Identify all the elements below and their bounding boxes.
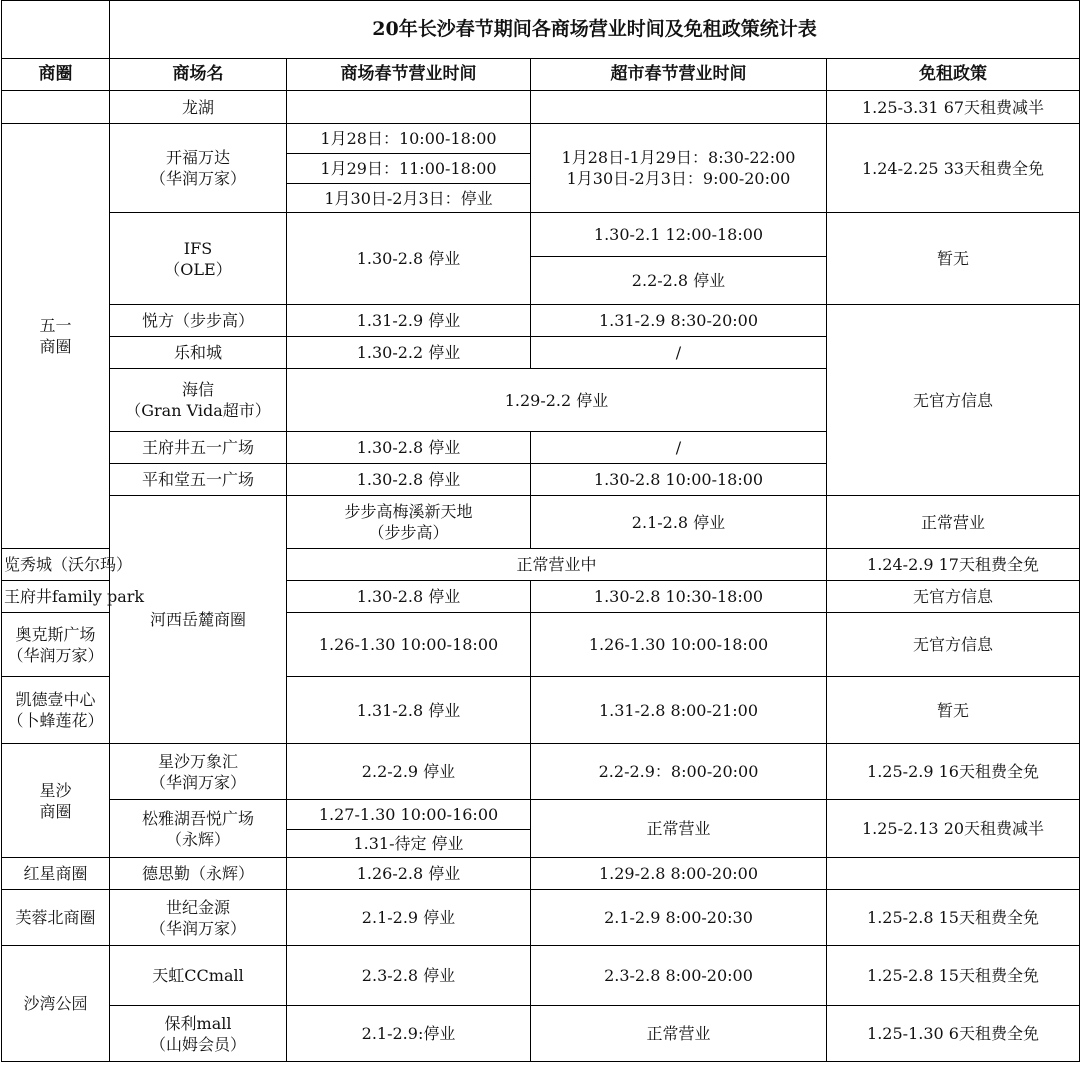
mall-name: 步步高梅溪新天地 (344, 502, 473, 521)
mall-hours-cell: 1.27-1.30 10:00-16:00 (287, 800, 531, 830)
mall-cell (110, 744, 287, 800)
mall-hours-cell: 1.31-待定 停业 (287, 830, 531, 858)
mall-cell: 平和堂五一广场 (110, 464, 287, 496)
market-hours-cell (531, 124, 827, 213)
district-cell-wuyi (2, 124, 110, 549)
mall-cell (110, 800, 287, 858)
header-mall-hours: 商场春节营业时间 (287, 59, 531, 91)
market-hours-cell: 2.3-2.8 8:00-20:00 (531, 946, 827, 1006)
mall-sub: （华润万家） (149, 918, 246, 938)
mall-name: 星沙万象汇 (157, 751, 238, 771)
corner-cell (2, 1, 110, 59)
header-district: 商圈 (2, 59, 110, 91)
mall-sub: （OLE） (164, 259, 232, 279)
mall-cell: 王府井五一广场 (110, 432, 287, 464)
rent-cell: 无官方信息 (827, 613, 1080, 677)
mall-hours-cell: 1.30-2.8 停业 (287, 581, 531, 613)
mall-name: 世纪金源 (165, 897, 230, 917)
market-hours-cell: 1.30-2.8 10:30-18:00 (531, 581, 827, 613)
header-rent: 免租政策 (827, 59, 1080, 91)
mall-hours-cell: 2.1-2.9:停业 (287, 1006, 531, 1062)
mall-hours-cell: 1月28日：10:00-18:00 (287, 124, 531, 154)
mall-hours-cell: 1月29日：11:00-18:00 (287, 154, 531, 184)
mall-hours-cell: 1.26-2.8 停业 (287, 858, 531, 890)
mall-sub: （华润万家） (149, 772, 246, 792)
rent-cell: 无官方信息 (827, 305, 1080, 496)
mall-sub: （华润万家） (7, 645, 104, 665)
mall-cell (110, 1006, 287, 1062)
mall-cell (110, 369, 287, 432)
mall-hours-cell (287, 91, 531, 124)
mall-name: 松雅湖吾悦广场 (141, 808, 254, 828)
rent-cell: 1.25-2.8 15天租费全免 (827, 890, 1080, 946)
market-hours-cell: 2.2-2.8 停业 (531, 257, 827, 305)
rent-cell (827, 858, 1080, 890)
district-cell-xingsha (2, 744, 110, 858)
rent-cell: 1.25-1.30 6天租费全免 (827, 1006, 1080, 1062)
rent-cell: 1.25-2.9 16天租费全免 (827, 744, 1080, 800)
market-hours-cell: 正常营业 (827, 496, 1080, 549)
mall-cell (287, 496, 531, 549)
mall-cell (2, 677, 110, 744)
market-hours-line: 1月30日-2月3日：9:00-20:00 (566, 169, 791, 188)
mall-hours-cell: 1.30-2.8 停业 (287, 432, 531, 464)
market-hours-cell: / (531, 337, 827, 369)
market-hours-line: 1月28日-1月29日：8:30-22:00 (561, 148, 796, 167)
market-hours-cell: 1.30-2.1 12:00-18:00 (531, 213, 827, 257)
mall-hours-cell: 2.1-2.8 停业 (531, 496, 827, 549)
market-hours-cell: 正常营业 (531, 800, 827, 858)
mall-hours-cell: 1.30-2.2 停业 (287, 337, 531, 369)
market-hours-cell: 正常营业 (531, 1006, 827, 1062)
mall-name: 海信 (181, 380, 214, 399)
mall-cell (110, 124, 287, 213)
rent-cell: 暂无 (827, 677, 1080, 744)
district-label: 商圈 (39, 337, 72, 356)
mall-cell: 德思勤（永辉） (110, 858, 287, 890)
mall-sub: （Gran Vida超市） (125, 401, 271, 420)
market-hours-cell: 1.31-2.8 8:00-21:00 (531, 677, 827, 744)
mall-name: 奥克斯广场 (15, 624, 96, 644)
rent-cell: 暂无 (827, 213, 1080, 305)
market-hours-cell (531, 91, 827, 124)
mall-cell: 悦方（步步高） (110, 305, 287, 337)
header-market-hours: 超市春节营业时间 (531, 59, 827, 91)
rent-cell: 1.25-2.13 20天租费减半 (827, 800, 1080, 858)
district-cell-shawan: 沙湾公园 (2, 946, 110, 1062)
mall-sub: （卜蜂莲花） (7, 711, 104, 730)
market-hours-cell: 2.1-2.9 8:00-20:30 (531, 890, 827, 946)
header-mall: 商场名 (110, 59, 287, 91)
mall-sub: （华润万家） (149, 169, 246, 188)
mall-cell: 乐和城 (110, 337, 287, 369)
mall-name: 开福万达 (165, 148, 230, 167)
table-title: 20年长沙春节期间各商场营业时间及免租政策统计表 (110, 1, 1080, 59)
district-cell-furong: 芙蓉北商圈 (2, 890, 110, 946)
mall-cell: 天虹CCmall (110, 946, 287, 1006)
rent-cell: 1.25-3.31 67天租费减半 (827, 91, 1080, 124)
mall-hours-cell: 正常营业中 (287, 549, 827, 581)
mall-hours-cell: 1.31-2.9 停业 (287, 305, 531, 337)
market-hours-cell: / (531, 432, 827, 464)
mall-hours-cell: 1.29-2.2 停业 (287, 369, 827, 432)
market-hours-cell: 1.30-2.8 10:00-18:00 (531, 464, 827, 496)
mall-hours-cell: 1.30-2.8 停业 (287, 213, 531, 305)
market-hours-cell: 1.26-1.30 10:00-18:00 (531, 613, 827, 677)
mall-sub: （步步高） (368, 523, 449, 542)
rent-cell: 1.25-2.8 15天租费全免 (827, 946, 1080, 1006)
district-label: 五一 (39, 316, 72, 335)
mall-cell (2, 613, 110, 677)
mall-hours-cell: 2.3-2.8 停业 (287, 946, 531, 1006)
district-label: 星沙 (39, 780, 72, 800)
rent-cell: 1.24-2.25 33天租费全免 (827, 124, 1080, 213)
mall-cell: 龙湖 (110, 91, 287, 124)
district-cell-hexi: 河西岳麓商圈 (110, 496, 287, 744)
mall-sub: （山姆会员） (149, 1034, 246, 1054)
mall-cell: 览秀城（沃尔玛） (2, 549, 110, 581)
rent-cell: 无官方信息 (827, 581, 1080, 613)
rent-cell: 1.24-2.9 17天租费全免 (827, 549, 1080, 581)
mall-hours-table (1, 0, 1080, 1062)
market-hours-cell: 1.31-2.9 8:30-20:00 (531, 305, 827, 337)
mall-name: 保利mall (164, 1013, 232, 1033)
mall-name: IFS (183, 238, 213, 258)
mall-hours-cell: 1月30日-2月3日：停业 (287, 184, 531, 213)
mall-cell (110, 213, 287, 305)
mall-hours-cell: 1.26-1.30 10:00-18:00 (287, 613, 531, 677)
mall-name: 凯德壹中心 (15, 690, 96, 709)
mall-hours-cell: 2.2-2.9 停业 (287, 744, 531, 800)
mall-cell: 王府井family park (2, 581, 110, 613)
district-cell-empty (2, 91, 110, 124)
mall-hours-cell: 1.30-2.8 停业 (287, 464, 531, 496)
market-hours-cell: 2.2-2.9：8:00-20:00 (531, 744, 827, 800)
mall-sub: （永辉） (165, 829, 230, 849)
mall-cell (110, 890, 287, 946)
market-hours-cell: 1.29-2.8 8:00-20:00 (531, 858, 827, 890)
district-cell-hongxing: 红星商圈 (2, 858, 110, 890)
mall-hours-cell: 2.1-2.9 停业 (287, 890, 531, 946)
mall-hours-cell: 1.31-2.8 停业 (287, 677, 531, 744)
district-label: 商圈 (39, 801, 72, 821)
